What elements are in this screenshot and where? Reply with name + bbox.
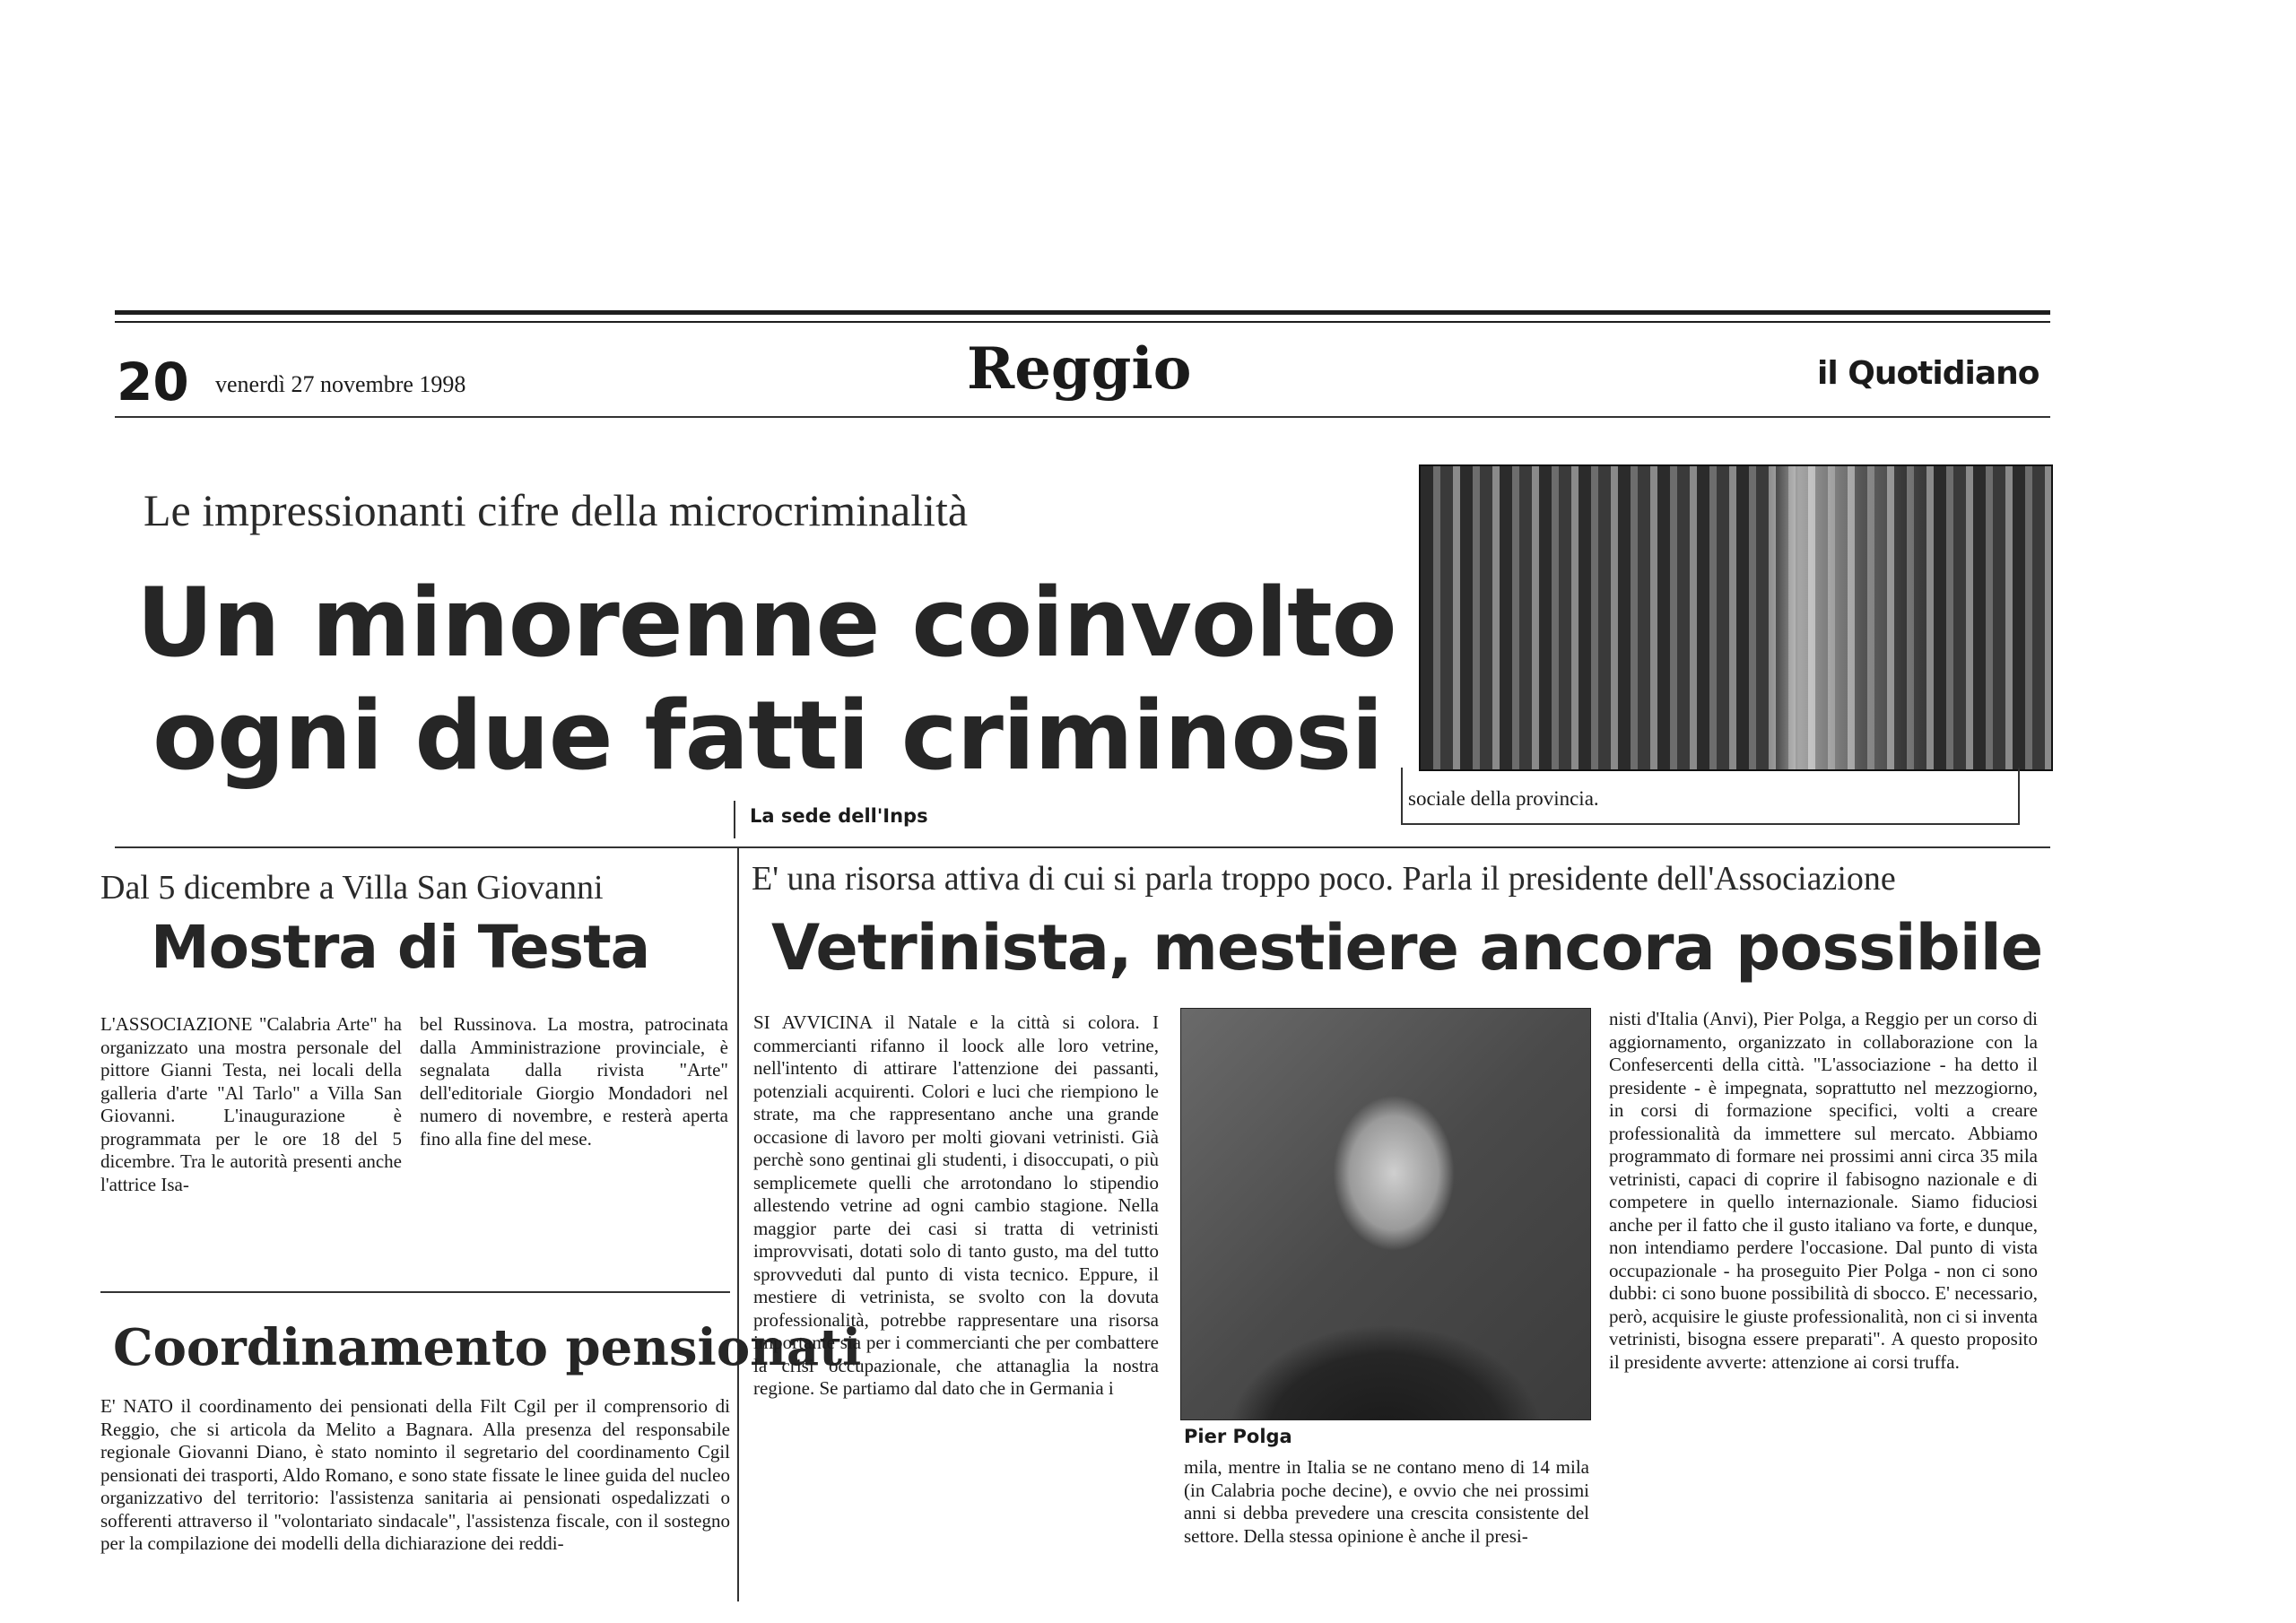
mostra-headline: Mostra di Testa [151, 913, 650, 982]
section-title: Reggio [967, 335, 1192, 403]
vetrinista-headline: Vetrinista, mestiere ancora possibile [771, 911, 2043, 985]
pensionati-headline: Coordinamento pensionati [113, 1318, 862, 1377]
vetrinista-body-col3: nisti d'Italia (Anvi), Pier Polga, a Reggio per un corso di aggiornamento, organizzato in collaborazione con la Confesercenti della città. "L'associazione - ha detto il presidente - è impegnata, soprattutto nel mezzogiorno, in corsi di formazione specifici, volti a creare professionalità da immettere sul mercato. Abbiamo programmato di formare nei prossimi anni circa 35 mila vetrinisti, capaci di coprire il fabisogno nazionale e di competere in quello internazionale. Siamo fiduciosi anche per il fatto che il gusto italiano va forte, e dunque, non intendiamo perdere l'occasione. Dal punto di vista occupazionale - ha proseguito Pier Polga - non ci sono dubbi: ci sono buone possibilità di sbocco. E' necessario, però, acquisire le giuste professionalità, non ci si inventa vetrinisti, bisogna essere preparati". A questo proposito il presidente avverte: attenzione ai corsi truffa. [1609, 1008, 2038, 1373]
side-caption: sociale della provincia. [1408, 787, 1599, 810]
newspaper-logo: il Quotidiano [1817, 355, 2039, 392]
vetrinista-kicker: E' una risorsa attiva di cui si parla troppo poco. Parla il presidente dell'Associazione [752, 860, 1896, 898]
mostra-body-col1: L'ASSOCIAZIONE "Calabria Arte" ha organizzato una mostra personale del pittore Gianni Testa, nei locali della galleria d'arte "Al Tarlo" a Villa San Giovanni. L'inaugurazione è programmata per le ore 18 del 5 dicembre. Tra le autorità presenti anche l'attrice Isa- [100, 1013, 402, 1195]
portrait-caption: Pier Polga [1184, 1426, 1292, 1447]
main-headline-line2: ogni due fatti criminosi [152, 681, 1383, 791]
vetrinista-body-col1: SI AVVICINA il Natale e la città si colora. I commercianti rifanno il loock alle loro vetrine, nell'intento di attirare l'attenzione dei passanti, potenziali acquirenti. Colori e luci che riempiono le strate, ma che rappresentano anche una grande occasione di lavoro per molti giovani vetrinisti. Già perchè sono gentinai gli studenti, i disoccupati, o più semplicemete quelli che arrotondano lo stipendio allestendo vetrine ad ogni cambio stagione. Nella maggior parte dei casi si tratta di vetrinisti improvvisati, dotati solo di tanto gusto, ma del tutto sprovveduti dal punto di vista tecnico. Eppure, il mestiere di vetrinista, se svolto con la dovuta professionalità, potrebbe rappresentare una risorsa importante sia per i commercianti che per combattere la crisi occupazionale, che attanaglia la nostra regione. Se partiamo dal dato che in Germania i [753, 1011, 1159, 1399]
masthead-rule [115, 416, 2050, 418]
mostra-body-col2: bel Russinova. La mostra, patrocinata dalla Amministrazione provinciale, è segnalata dalla rivista "Arte" dell'editoriale Giorgio Mondadori nel numero di novembre, e resterà aperta fino alla fine del mese. [420, 1013, 728, 1150]
pensionati-rule [100, 1291, 730, 1293]
top-rule-thin [115, 321, 2050, 323]
pensionati-body: E' NATO il coordinamento dei pensionati della Filt Cgil per il comprensorio di Reggio, che si articola da Melito a Bagnara. Alla presenza del responsabile regionale Giovanni Diano, è stato nominto il segretario del coordinamento Cgil pensionati dei trasporti, Aldo Romano, e sono state fissate le linee guida del nucleo organizzativo del territorio: l'assistenza sanitaria ai pensionati ospedalizzati o sofferenti attraverso il "volontariato sindacale", l'assistenza fiscale, con il sostegno per la compilazione dei modelli della dichiarazione dei reddi- [100, 1395, 730, 1554]
main-kicker: Le impressionanti cifre della microcriminalità [144, 485, 969, 535]
vetrinista-body-col2: mila, mentre in Italia se ne contano meno di 14 mila (in Calabria poche decine), e ovvio che nei prossimi anni si debba prevedere una crescita consistente del settore. Della stessa opinione è anche il presi- [1184, 1456, 1589, 1547]
column-divider [737, 848, 739, 1601]
caption-divider [734, 801, 735, 838]
side-caption-bottom-border [1401, 823, 2020, 825]
top-rule [115, 310, 2050, 315]
section-rule [115, 846, 2050, 848]
side-caption-left-border [1401, 768, 1403, 825]
street-photo [1419, 464, 2053, 771]
main-headline-line1: Un minorenne coinvolto [136, 568, 1396, 678]
portrait-photo [1180, 1008, 1591, 1420]
side-caption-right-border [2018, 768, 2020, 825]
issue-date: venerdì 27 novembre 1998 [215, 371, 466, 397]
main-photo-caption: La sede dell'Inps [750, 805, 928, 827]
mostra-kicker: Dal 5 dicembre a Villa San Giovanni [100, 869, 604, 907]
page-number: 20 [117, 352, 189, 412]
